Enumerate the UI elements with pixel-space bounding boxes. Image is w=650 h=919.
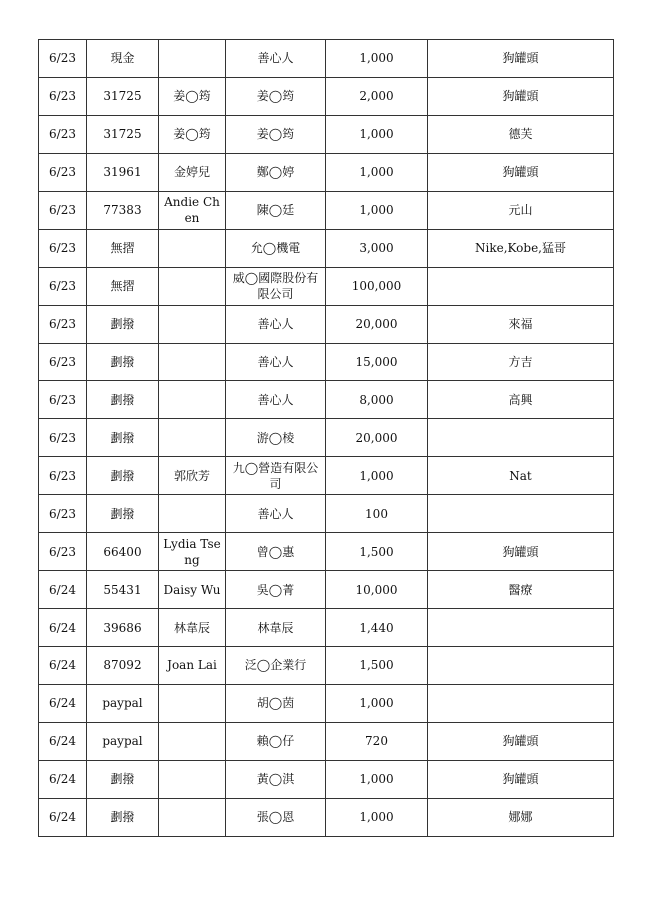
- amount-cell: 10,000: [326, 571, 428, 609]
- note-cell: 方吉: [428, 343, 614, 381]
- amount-cell: 1,440: [326, 609, 428, 647]
- amount-cell: 20,000: [326, 419, 428, 457]
- donor-cell: 林韋辰: [226, 609, 326, 647]
- payment-method-cell: 現金: [87, 40, 159, 78]
- note-cell: 狗罐頭: [428, 153, 614, 191]
- account-name-cell: 金婷兒: [159, 153, 226, 191]
- account-name-cell: Joan Lai: [159, 647, 226, 685]
- payment-method-cell: 無摺: [87, 267, 159, 305]
- note-cell: 元山: [428, 191, 614, 229]
- table-row: [39, 267, 614, 305]
- date-cell: 6/23: [39, 343, 87, 381]
- payment-method-cell: 87092: [87, 647, 159, 685]
- note-cell: 來福: [428, 305, 614, 343]
- payment-method-cell: 劃撥: [87, 798, 159, 836]
- note-cell: 醫療: [428, 571, 614, 609]
- note-cell: [428, 684, 614, 722]
- table-row: [39, 77, 614, 115]
- donor-cell: 威◯國際股份有限公司: [226, 267, 326, 305]
- note-cell: 狗罐頭: [428, 40, 614, 78]
- amount-cell: 720: [326, 722, 428, 760]
- amount-cell: 2,000: [326, 77, 428, 115]
- account-name-cell: [159, 229, 226, 267]
- note-cell: 德芙: [428, 115, 614, 153]
- date-cell: 6/23: [39, 495, 87, 533]
- account-name-cell: [159, 381, 226, 419]
- account-name-cell: [159, 798, 226, 836]
- payment-method-cell: 劃撥: [87, 760, 159, 798]
- account-name-cell: 姜◯筠: [159, 115, 226, 153]
- date-cell: 6/23: [39, 419, 87, 457]
- donor-cell: 陳◯廷: [226, 191, 326, 229]
- table-row: [39, 381, 614, 419]
- table-row: [39, 419, 614, 457]
- payment-method-cell: paypal: [87, 684, 159, 722]
- amount-cell: 1,000: [326, 191, 428, 229]
- date-cell: 6/23: [39, 115, 87, 153]
- account-name-cell: 姜◯筠: [159, 77, 226, 115]
- note-cell: [428, 267, 614, 305]
- account-name-cell: [159, 684, 226, 722]
- donor-cell: 吳◯菁: [226, 571, 326, 609]
- amount-cell: 3,000: [326, 229, 428, 267]
- account-name-cell: Andie Chen: [159, 191, 226, 229]
- table-row: [39, 722, 614, 760]
- account-name-cell: Lydia Tseng: [159, 533, 226, 571]
- note-cell: [428, 419, 614, 457]
- donor-cell: 善心人: [226, 40, 326, 78]
- date-cell: 6/23: [39, 381, 87, 419]
- account-name-cell: 郭欣芳: [159, 457, 226, 495]
- amount-cell: 100,000: [326, 267, 428, 305]
- amount-cell: 1,500: [326, 647, 428, 685]
- donor-cell: 善心人: [226, 343, 326, 381]
- account-name-cell: [159, 495, 226, 533]
- donor-cell: 善心人: [226, 305, 326, 343]
- amount-cell: 1,000: [326, 684, 428, 722]
- note-cell: 狗罐頭: [428, 760, 614, 798]
- payment-method-cell: 31725: [87, 115, 159, 153]
- donor-cell: 賴◯仔: [226, 722, 326, 760]
- amount-cell: 1,000: [326, 153, 428, 191]
- amount-cell: 20,000: [326, 305, 428, 343]
- date-cell: 6/23: [39, 40, 87, 78]
- account-name-cell: [159, 343, 226, 381]
- payment-method-cell: 55431: [87, 571, 159, 609]
- table-row: [39, 305, 614, 343]
- donor-cell: 泛◯企業行: [226, 647, 326, 685]
- note-cell: 娜娜: [428, 798, 614, 836]
- date-cell: 6/23: [39, 153, 87, 191]
- donor-cell: 姜◯筠: [226, 115, 326, 153]
- payment-method-cell: 劃撥: [87, 457, 159, 495]
- table-row: [39, 609, 614, 647]
- note-cell: 高興: [428, 381, 614, 419]
- amount-cell: 1,000: [326, 798, 428, 836]
- table-row: [39, 153, 614, 191]
- date-cell: 6/23: [39, 305, 87, 343]
- table-row: [39, 343, 614, 381]
- amount-cell: 1,000: [326, 115, 428, 153]
- payment-method-cell: 77383: [87, 191, 159, 229]
- note-cell: 狗罐頭: [428, 77, 614, 115]
- donor-cell: 姜◯筠: [226, 77, 326, 115]
- account-name-cell: [159, 419, 226, 457]
- date-cell: 6/24: [39, 684, 87, 722]
- table-row: [39, 191, 614, 229]
- table-row: [39, 457, 614, 495]
- date-cell: 6/23: [39, 191, 87, 229]
- table-row: [39, 115, 614, 153]
- table-row: [39, 684, 614, 722]
- table-row: [39, 760, 614, 798]
- table-row: [39, 571, 614, 609]
- date-cell: 6/24: [39, 722, 87, 760]
- table-row: [39, 229, 614, 267]
- amount-cell: 1,500: [326, 533, 428, 571]
- note-cell: [428, 647, 614, 685]
- table-row: [39, 495, 614, 533]
- payment-method-cell: 劃撥: [87, 343, 159, 381]
- date-cell: 6/24: [39, 571, 87, 609]
- account-name-cell: 林韋辰: [159, 609, 226, 647]
- amount-cell: 15,000: [326, 343, 428, 381]
- account-name-cell: [159, 305, 226, 343]
- donation-table-body: [39, 40, 614, 837]
- donor-cell: 九◯營造有限公司: [226, 457, 326, 495]
- account-name-cell: [159, 760, 226, 798]
- donor-cell: 游◯棱: [226, 419, 326, 457]
- amount-cell: 8,000: [326, 381, 428, 419]
- donor-cell: 曾◯惠: [226, 533, 326, 571]
- payment-method-cell: paypal: [87, 722, 159, 760]
- account-name-cell: [159, 722, 226, 760]
- note-cell: [428, 609, 614, 647]
- amount-cell: 1,000: [326, 40, 428, 78]
- payment-method-cell: 無摺: [87, 229, 159, 267]
- note-cell: [428, 495, 614, 533]
- date-cell: 6/24: [39, 647, 87, 685]
- account-name-cell: Daisy Wu: [159, 571, 226, 609]
- date-cell: 6/24: [39, 798, 87, 836]
- donor-cell: 張◯恩: [226, 798, 326, 836]
- amount-cell: 1,000: [326, 457, 428, 495]
- donor-cell: 善心人: [226, 495, 326, 533]
- note-cell: 狗罐頭: [428, 533, 614, 571]
- account-name-cell: [159, 40, 226, 78]
- amount-cell: 1,000: [326, 760, 428, 798]
- date-cell: 6/24: [39, 609, 87, 647]
- table-row: [39, 647, 614, 685]
- note-cell: Nike,Kobe,猛哥: [428, 229, 614, 267]
- donor-cell: 鄭◯婷: [226, 153, 326, 191]
- donor-cell: 允◯機電: [226, 229, 326, 267]
- table-row: [39, 40, 614, 78]
- payment-method-cell: 劃撥: [87, 495, 159, 533]
- note-cell: Nat: [428, 457, 614, 495]
- date-cell: 6/23: [39, 267, 87, 305]
- table-row: [39, 533, 614, 571]
- donation-table: [38, 39, 614, 837]
- date-cell: 6/24: [39, 760, 87, 798]
- account-name-cell: [159, 267, 226, 305]
- payment-method-cell: 31725: [87, 77, 159, 115]
- payment-method-cell: 劃撥: [87, 381, 159, 419]
- donor-cell: 善心人: [226, 381, 326, 419]
- date-cell: 6/23: [39, 533, 87, 571]
- donor-cell: 胡◯茵: [226, 684, 326, 722]
- payment-method-cell: 39686: [87, 609, 159, 647]
- payment-method-cell: 31961: [87, 153, 159, 191]
- payment-method-cell: 66400: [87, 533, 159, 571]
- date-cell: 6/23: [39, 457, 87, 495]
- date-cell: 6/23: [39, 77, 87, 115]
- table-row: [39, 798, 614, 836]
- amount-cell: 100: [326, 495, 428, 533]
- donor-cell: 黃◯淇: [226, 760, 326, 798]
- note-cell: 狗罐頭: [428, 722, 614, 760]
- payment-method-cell: 劃撥: [87, 305, 159, 343]
- date-cell: 6/23: [39, 229, 87, 267]
- payment-method-cell: 劃撥: [87, 419, 159, 457]
